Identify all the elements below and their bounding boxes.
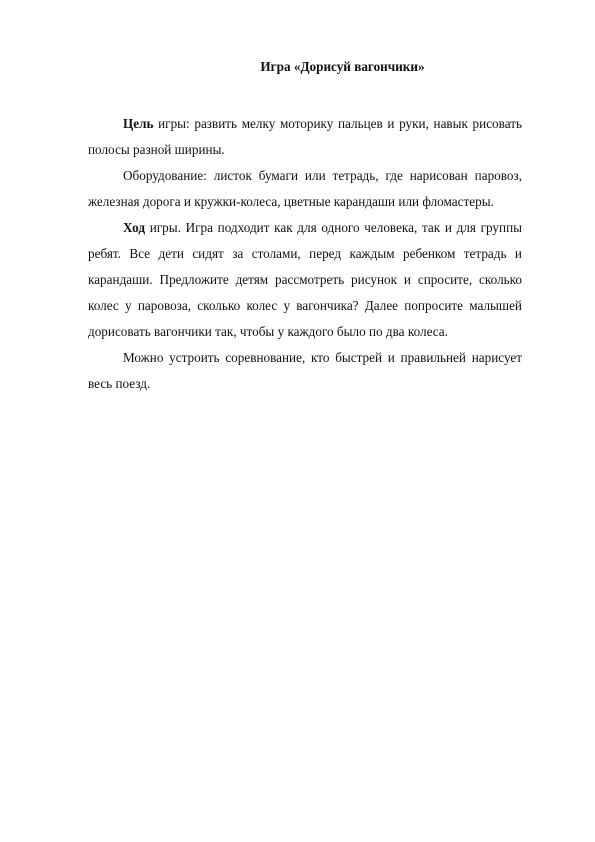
document-body [88, 111, 522, 397]
document-title: Игра «Дорисуй вагончики» [260, 59, 425, 74]
paragraph-procedure-label: Ход [123, 220, 146, 235]
paragraph-equipment [88, 163, 522, 215]
paragraph-equipment-text: Оборудование: листок бумаги или тетрадь, где нарисован паровоз, железная дорога и кружки-колеса, цветные карандаши или фломастеры. [88, 168, 522, 209]
paragraph-goal-label: Цель [123, 116, 154, 131]
paragraph-procedure-text: игры. Игра подходит как для одного человека, так и для группы ребят. Все дети сидят за столами, перед каждым ребенком тетрадь и карандаши. Предложите детям рассмотреть рисунок и спросите, сколько колес у паровоза, сколько колес у вагончика? Далее попросите малышей дорисовать вагончики так, чтобы у каждого было по два колеса. [88, 220, 522, 339]
paragraph-goal [88, 111, 522, 163]
paragraph-competition [88, 345, 522, 397]
paragraph-procedure [88, 215, 522, 345]
paragraph-goal-text: игры: развить мелку моторику пальцев и руки, навык рисовать полосы разной ширины. [88, 116, 522, 157]
paragraph-competition-text: Можно устроить соревнование, кто быстрей и правильней нарисует весь поезд. [88, 350, 522, 391]
